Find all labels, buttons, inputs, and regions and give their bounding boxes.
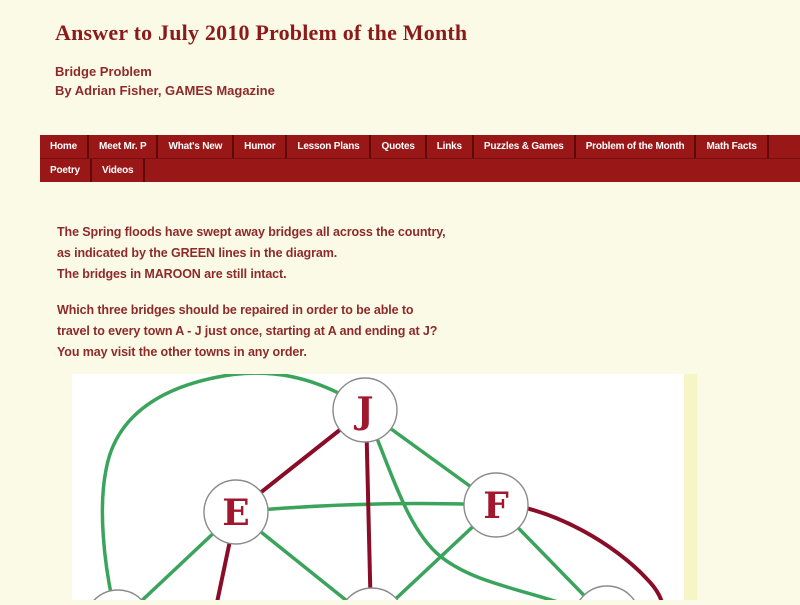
- page-title: Answer to July 2010 Problem of the Month: [55, 20, 468, 45]
- nav-item-links[interactable]: Links: [427, 135, 474, 158]
- problem-paragraph-2: [57, 300, 446, 363]
- text-line: as indicated by the GREEN lines in the diagram.: [57, 246, 338, 260]
- problem-paragraph-1: [57, 222, 446, 285]
- bridge-diagram: [72, 374, 684, 600]
- nav-item-math-facts[interactable]: Math Facts: [696, 135, 768, 158]
- nav-item-quotes[interactable]: Quotes: [371, 135, 426, 158]
- town-node-bl: [85, 590, 151, 600]
- text-line: Which three bridges should be repaired in order to be able to: [57, 303, 414, 317]
- nav-item-humor[interactable]: Humor: [234, 135, 287, 158]
- bridge-graph: [72, 374, 684, 600]
- text-line: The bridges in MAROON are still intact.: [57, 267, 287, 281]
- town-label-E: E: [222, 492, 250, 534]
- diagram-right-strip: [684, 374, 697, 600]
- text-line: The Spring floods have swept away bridges all across the country,: [57, 225, 446, 239]
- nav-item-what-s-new[interactable]: What's New: [158, 135, 234, 158]
- town-label-J: J: [356, 390, 374, 432]
- nav-item-problem-of-the-month[interactable]: Problem of the Month: [576, 135, 697, 158]
- nav-item-poetry[interactable]: Poetry: [40, 159, 92, 182]
- main-navigation: [40, 135, 800, 182]
- subtitle-line-2: By Adrian Fisher, GAMES Magazine: [55, 83, 275, 98]
- nav-row-1: [40, 135, 800, 158]
- subtitle: [55, 62, 275, 100]
- nav-item-puzzles-games[interactable]: Puzzles & Games: [474, 135, 576, 158]
- subtitle-line-1: Bridge Problem: [55, 64, 152, 79]
- problem-statement: [57, 222, 446, 378]
- bridge-edge-E-F-flooded: [236, 504, 496, 512]
- nav-item-home[interactable]: Home: [40, 135, 89, 158]
- nav-row-2: [40, 158, 800, 182]
- nav-item-meet-mr-p[interactable]: Meet Mr. P: [89, 135, 158, 158]
- town-label-F: F: [483, 485, 509, 527]
- text-line: travel to every town A - J just once, starting at A and ending at J?: [57, 324, 438, 338]
- town-node-bc: [339, 588, 405, 600]
- nav-item-lesson-plans[interactable]: Lesson Plans: [287, 135, 371, 158]
- text-line: You may visit the other towns in any order.: [57, 345, 307, 359]
- nav-item-videos[interactable]: Videos: [92, 159, 145, 182]
